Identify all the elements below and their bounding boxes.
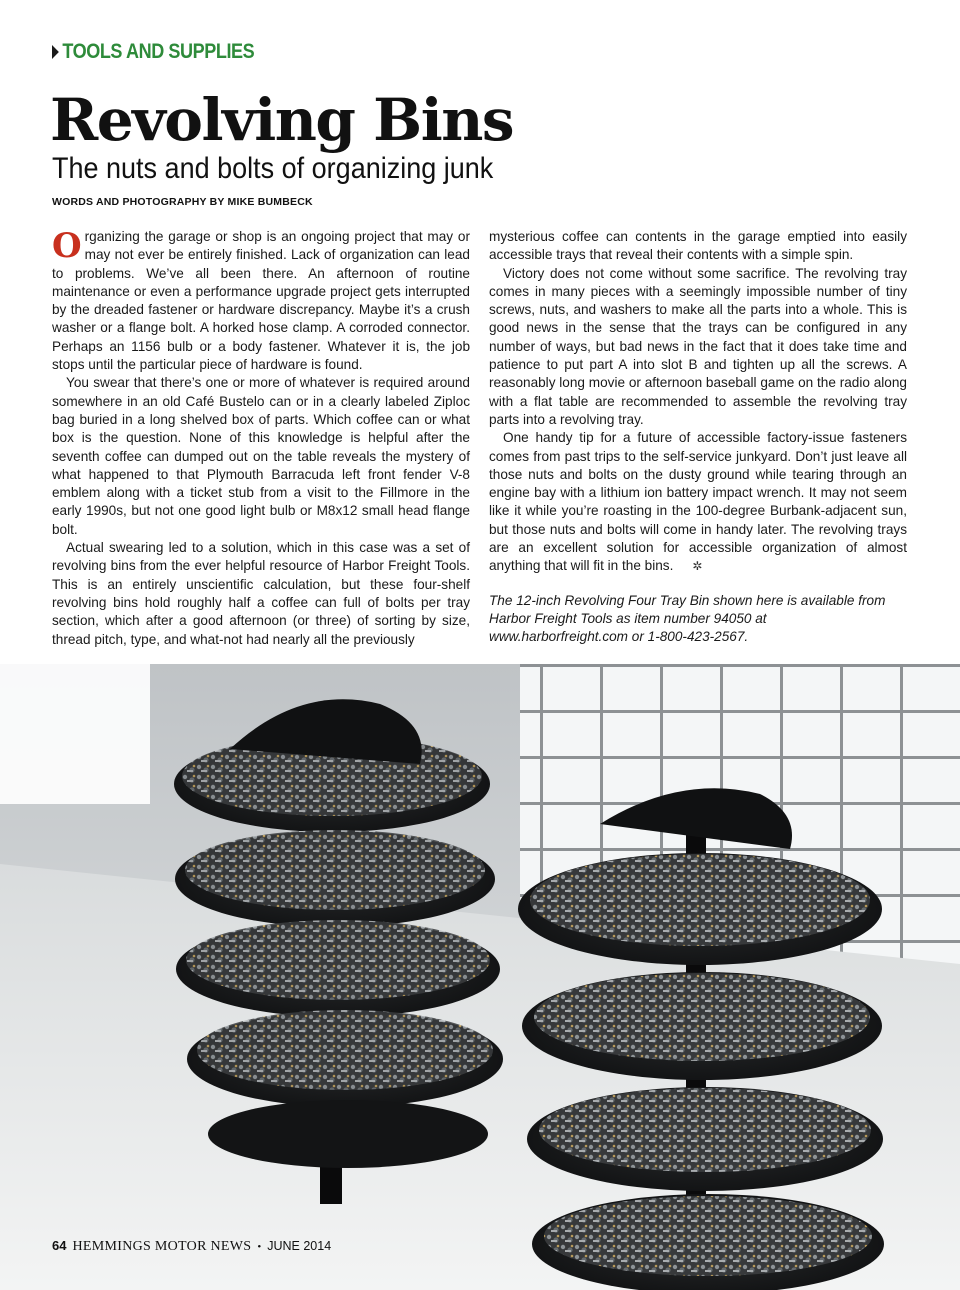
paragraph-2: You swear that there’s one or more of whatever is required around somewhere in an old Café Bustelo can or in a clearly labeled Ziploc bag buried in a long shelved box of parts. Which coffee can or what box is the question. None of this knowledge is helpful after the seventh coffee can dumped out on the table reveals the mystery of what happened to that Plymouth Barracuda left front fender V-8 emblem along with a ticket stub from a visit to the Fillmore in the early 1990s, but not one good light bulb or M8x12 small head flange bolt.: [52, 375, 470, 537]
paragraph-1: [52, 228, 470, 374]
article-column-left: [52, 228, 470, 649]
article-byline: WORDS AND PHOTOGRAPHY BY MIKE BUMBECK: [52, 196, 313, 208]
triangle-marker-icon: [52, 45, 59, 59]
page-footer: [52, 1238, 331, 1255]
publication-name: HEMMINGS MOTOR NEWS: [72, 1239, 252, 1254]
paragraph-5: [489, 429, 907, 575]
issue-date: JUNE 2014: [267, 1239, 332, 1253]
paragraph-3b: mysterious coffee can contents in the garage emptied into easily accessible trays that reveal their contents with a simple spin.: [489, 229, 907, 263]
article-title: Revolving Bins: [50, 86, 514, 154]
section-tag: [52, 40, 254, 64]
paragraph-4: Victory does not come without some sacrifice. The revolving tray comes in many pieces with a seemingly impossible number of tiny screws, nuts, and washers to make all the parts into a whole. This is good news in the sense that the trays can be configured in any number of ways, but bad news in the fact that it does take time and patience to put part A into slot B and tighten up all the screws. A reasonably long movie or afternoon baseball game on the radio along with a flat table are recommended to assemble the revolving tray parts into a revolving tray.: [489, 265, 907, 427]
end-mark-icon: ✲: [692, 559, 703, 574]
article-column-right: [489, 228, 907, 647]
paragraph-3a: Actual swearing led to a solution, which in this case was a set of revolving bins from the ever helpful resource of Harbor Freight Tools. This is an entirely unscientific calculation, but these four-shelf revolving bins hold roughly half a coffee can full of bolts per tray section, which after a good afternoon (or three) of sorting by size, thread pitch, type, and what-not had nearly all the previously: [52, 540, 470, 647]
page-number: 64: [52, 1238, 67, 1253]
footer-separator: •: [257, 1241, 262, 1253]
article-deck: The nuts and bolts of organizing junk: [52, 152, 494, 185]
revolving-bins-photo: [0, 664, 960, 1290]
photo-caption: The 12-inch Revolving Four Tray Bin shown here is available from Harbor Freight Tools as item number 94050 at www.harborfreight.com or 1-800-423-2567.: [489, 592, 886, 645]
section-label: TOOLS AND SUPPLIES: [62, 40, 255, 63]
paragraph-1-text: rganizing the garage or shop is an ongoing project that may or may not ever be entirely finished. Lack of organization can lead to problems. We’ve all been there. An afternoon of routine maintenance or even a performance upgrade project gets interrupted by the dreaded fastener or hardware discrepancy. Maybe it’s a crush washer or a flange bolt. A horked hose clamp. A corroded connector. Perhaps an 1156 bulb or a body fastener. Whatever it is, the job stops until the particular piece of hardware is found.: [52, 229, 470, 373]
drop-cap: O: [52, 226, 82, 266]
paragraph-5-text: One handy tip for a future of accessible factory-issue fasteners comes from past trips to the self-service junkyard. Don’t just leave all those nuts and bolts on the dusty ground while tearing through an engine bay with a lithium ion battery impact wrench. It may not seem like it while you’re roasting in the 100-degree Burbank-adjacent sun, but those nuts and bolts will come in handy later. The revolving trays are an excellent solution for accessible organization of almost anything that will fit in the bins.: [489, 430, 907, 574]
